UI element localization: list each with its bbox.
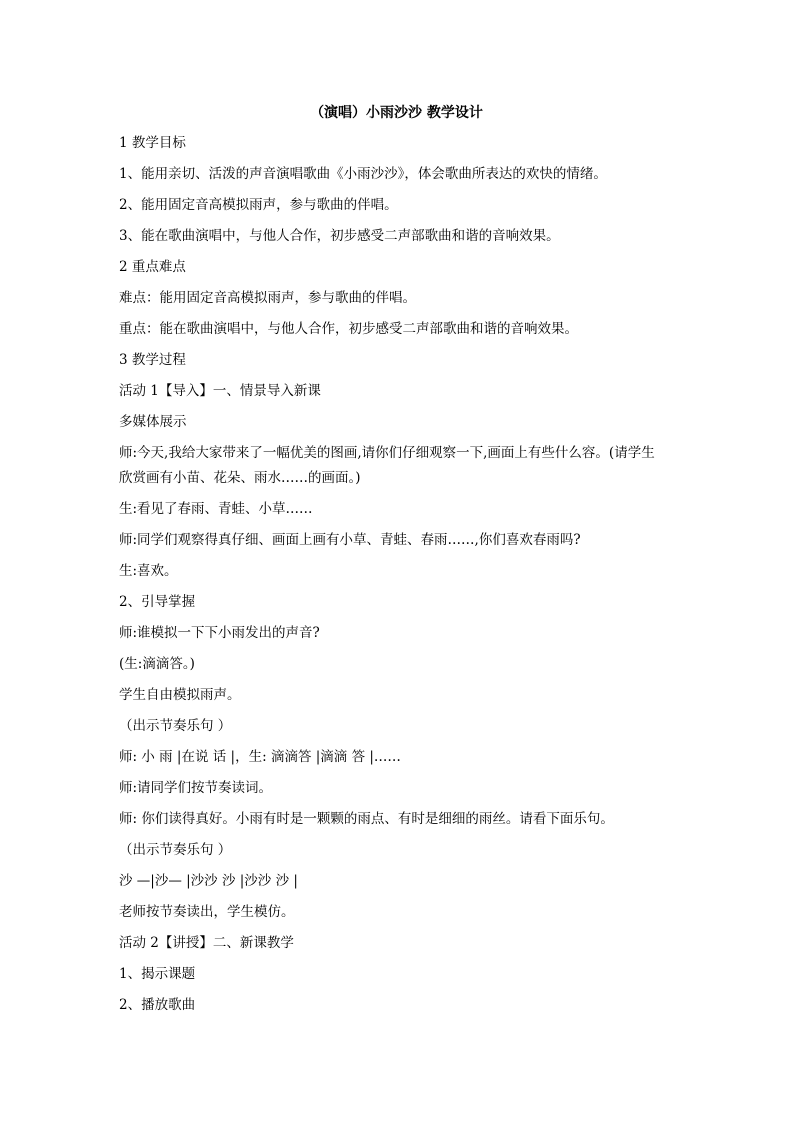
- paragraph: 欣赏画有小苗、花朵、雨水……的画面。): [119, 470, 361, 486]
- objective-item: 1、能用亲切、活泼的声音演唱歌曲《小雨沙沙》，体会歌曲所表达的欢快的情绪。: [119, 166, 607, 182]
- paragraph: 师:谁模拟一下下小雨发出的声音?: [119, 625, 320, 641]
- paragraph: 师: 你们读得真好。小雨有时是一颗颗的雨点、有时是细细的雨丝。请看下面乐句。: [119, 811, 614, 827]
- document-title: （演唱）小雨沙沙 教学设计: [310, 105, 483, 121]
- section-heading-objectives: 1 教学目标: [119, 135, 186, 151]
- paragraph: 多媒体展示: [119, 414, 187, 430]
- document-body: [119, 133, 689, 1026]
- rhythm-line: 沙 —|沙— |沙沙 沙 |沙沙 沙 |: [119, 873, 298, 889]
- subsection-heading: 2、播放歌曲: [119, 997, 196, 1013]
- paragraph: 学生自由模拟雨声。: [119, 687, 241, 703]
- paragraph: 师:今天,我给大家带来了一幅优美的图画,请你们仔细观察一下,画面上有些什么容。(请学生: [119, 445, 655, 461]
- paragraph: 生:喜欢。: [119, 563, 178, 579]
- activity-heading: 活动 1【导入】一、情景导入新课: [119, 383, 321, 399]
- subsection-heading: 2、引导掌握: [119, 594, 196, 610]
- key-point-text: 重点：能在歌曲演唱中，与他人合作，初步感受二声部歌曲和谐的音响效果。: [119, 321, 578, 337]
- paragraph: （出示节奏乐句 ）: [119, 718, 232, 734]
- difficulty-text: 难点：能用固定音高模拟雨声，参与歌曲的伴唱。: [119, 290, 416, 306]
- paragraph: （出示节奏乐句 ）: [119, 842, 232, 858]
- paragraph: (生:滴滴答。): [119, 656, 195, 672]
- paragraph: 老师按节奏读出，学生模仿。: [119, 904, 295, 920]
- subsection-heading: 1、揭示课题: [119, 966, 196, 982]
- rhythm-line: 师: 小 雨 |在说 话 |，生: 滴滴答 |滴滴 答 |……: [119, 749, 401, 765]
- objective-item: 3、能在歌曲演唱中，与他人合作，初步感受二声部歌曲和谐的音响效果。: [119, 228, 560, 244]
- section-heading-process: 3 教学过程: [119, 352, 186, 368]
- paragraph: 生:看见了春雨、青蛙、小草……: [119, 501, 313, 517]
- paragraph: 师:同学们观察得真仔细、画面上画有小草、青蛙、春雨……,你们喜欢春雨吗?: [119, 532, 581, 548]
- section-heading-key-points: 2 重点难点: [119, 259, 186, 275]
- activity-heading: 活动 2【讲授】二、新课教学: [119, 935, 294, 951]
- objective-item: 2、能用固定音高模拟雨声，参与歌曲的伴唱。: [119, 197, 398, 213]
- paragraph: 师:请同学们按节奏读词。: [119, 780, 273, 796]
